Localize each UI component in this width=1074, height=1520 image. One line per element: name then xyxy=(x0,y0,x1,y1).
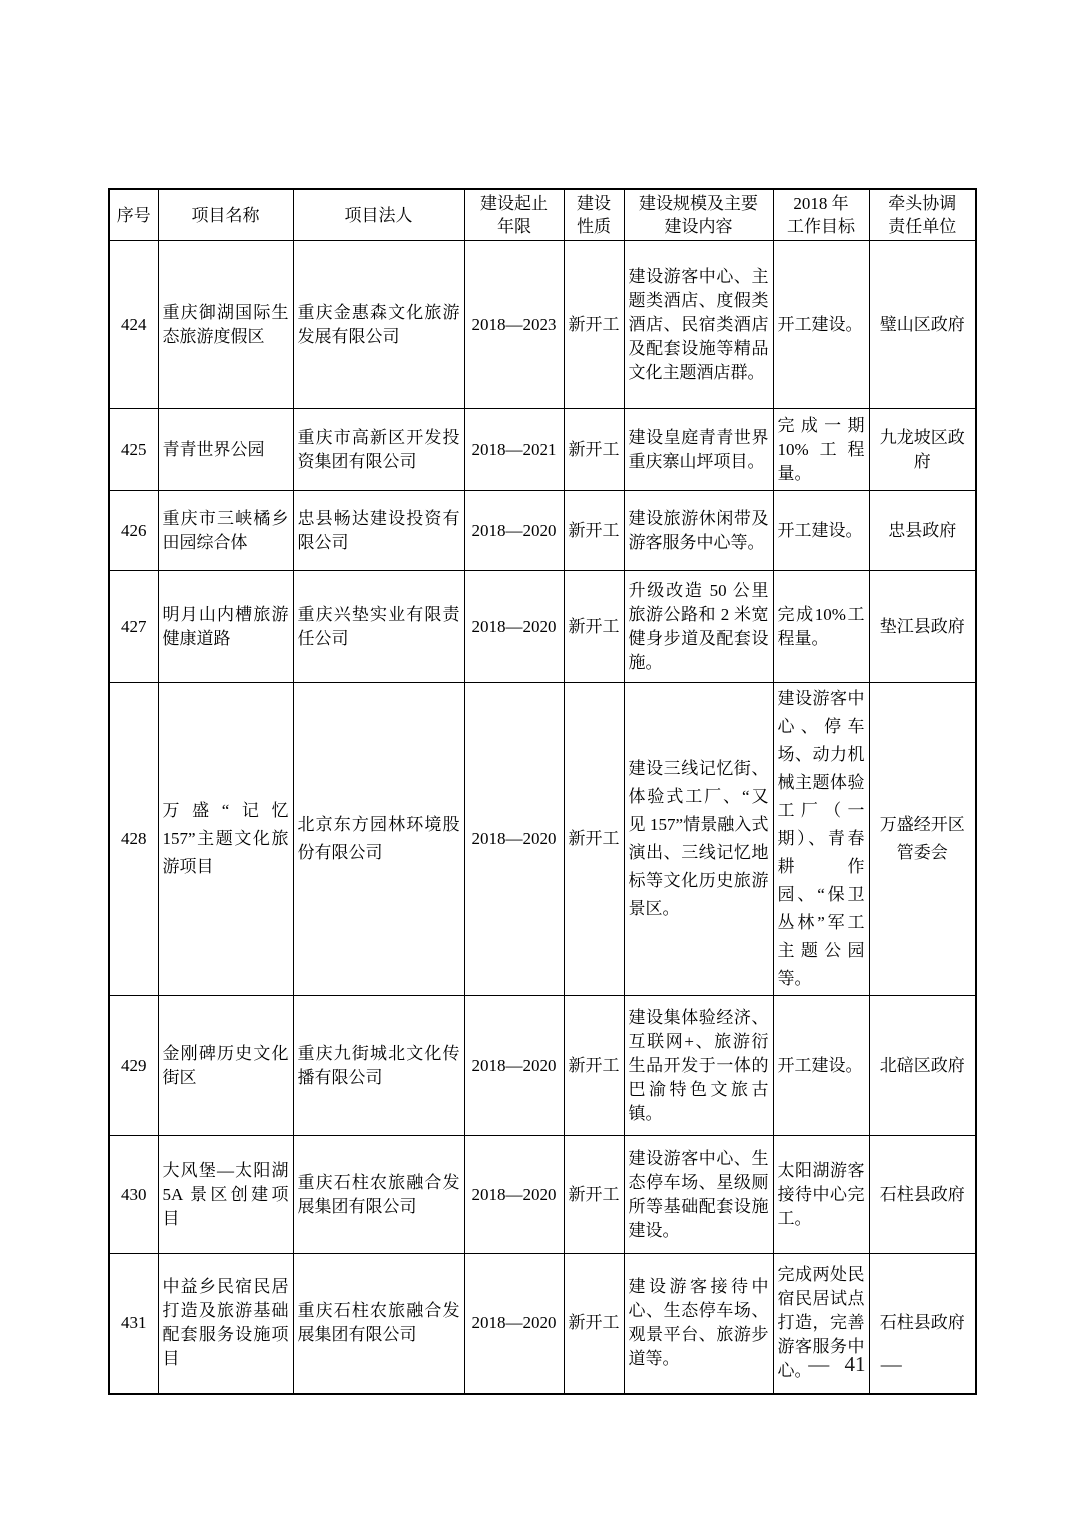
cell-project-name: 金刚碑历史文化街区 xyxy=(158,996,293,1136)
cell-project-name: 重庆御湖国际生态旅游度假区 xyxy=(158,241,293,409)
cell-2018-goal: 开工建设。 xyxy=(773,491,869,571)
cell-construction-nature: 新开工 xyxy=(564,683,624,996)
cell-serial-number: 427 xyxy=(109,571,158,683)
cell-legal-entity: 北京东方园林环境股份有限公司 xyxy=(293,683,464,996)
cell-serial-number: 425 xyxy=(109,409,158,491)
cell-construction-years: 2018—2020 xyxy=(464,571,564,683)
page-number: — 41 — xyxy=(808,1352,902,1376)
cell-responsible-unit: 璧山区政府 xyxy=(869,241,976,409)
cell-scale-content: 建设游客中心、生态停车场、星级厕所等基础配套设施建设。 xyxy=(624,1136,773,1254)
cell-2018-goal: 完成一期10%工程量。 xyxy=(773,409,869,491)
cell-legal-entity: 重庆金惠森文化旅游发展有限公司 xyxy=(293,241,464,409)
header-construction-years: 建设起止 年限 xyxy=(464,189,564,241)
header-responsible-unit: 牵头协调 责任单位 xyxy=(869,189,976,241)
cell-construction-nature: 新开工 xyxy=(564,1254,624,1394)
cell-legal-entity: 重庆九街城北文化传播有限公司 xyxy=(293,996,464,1136)
table-row xyxy=(109,491,976,571)
cell-project-name: 中益乡民宿民居打造及旅游基础配套服务设施项目 xyxy=(158,1254,293,1394)
table-header-row xyxy=(109,189,976,241)
cell-project-name: 明月山内槽旅游健康道路 xyxy=(158,571,293,683)
cell-responsible-unit: 石柱县政府 xyxy=(869,1136,976,1254)
cell-construction-nature: 新开工 xyxy=(564,571,624,683)
cell-construction-years: 2018—2020 xyxy=(464,1254,564,1394)
cell-construction-nature: 新开工 xyxy=(564,491,624,571)
cell-construction-nature: 新开工 xyxy=(564,241,624,409)
cell-responsible-unit: 万盛经开区管委会 xyxy=(869,683,976,996)
table-row xyxy=(109,996,976,1136)
cell-scale-content: 建设游客接待中心、生态停车场、观景平台、旅游步道等。 xyxy=(624,1254,773,1394)
cell-serial-number: 424 xyxy=(109,241,158,409)
cell-construction-nature: 新开工 xyxy=(564,1136,624,1254)
cell-2018-goal: 开工建设。 xyxy=(773,241,869,409)
header-legal-entity: 项目法人 xyxy=(293,189,464,241)
header-project-name: 项目名称 xyxy=(158,189,293,241)
cell-serial-number: 426 xyxy=(109,491,158,571)
cell-construction-years: 2018—2020 xyxy=(464,683,564,996)
cell-responsible-unit: 垫江县政府 xyxy=(869,571,976,683)
cell-serial-number: 431 xyxy=(109,1254,158,1394)
cell-project-name: 青青世界公园 xyxy=(158,409,293,491)
cell-project-name: 万盛“记忆 157”主题文化旅游项目 xyxy=(158,683,293,996)
cell-2018-goal: 开工建设。 xyxy=(773,996,869,1136)
cell-scale-content: 建设旅游休闲带及游客服务中心等。 xyxy=(624,491,773,571)
cell-2018-goal: 完成10%工程量。 xyxy=(773,571,869,683)
cell-serial-number: 430 xyxy=(109,1136,158,1254)
cell-scale-content: 建设游客中心、主题类酒店、度假类酒店、民宿类酒店及配套设施等精品文化主题酒店群。 xyxy=(624,241,773,409)
header-serial-number: 序号 xyxy=(109,189,158,241)
cell-legal-entity: 重庆石柱农旅融合发展集团有限公司 xyxy=(293,1254,464,1394)
cell-construction-years: 2018—2020 xyxy=(464,491,564,571)
cell-legal-entity: 忠县畅达建设投资有限公司 xyxy=(293,491,464,571)
cell-serial-number: 429 xyxy=(109,996,158,1136)
cell-construction-years: 2018—2021 xyxy=(464,409,564,491)
header-construction-nature: 建设 性质 xyxy=(564,189,624,241)
cell-project-name: 重庆市三峡橘乡田园综合体 xyxy=(158,491,293,571)
cell-scale-content: 升级改造 50 公里旅游公路和 2 米宽健身步道及配套设施。 xyxy=(624,571,773,683)
cell-legal-entity: 重庆兴垫实业有限责任公司 xyxy=(293,571,464,683)
cell-responsible-unit: 北碚区政府 xyxy=(869,996,976,1136)
cell-scale-content: 建设三线记忆街、体验式工厂、“又见 157”情景融入式演出、三线记忆地标等文化历史旅游景区。 xyxy=(624,683,773,996)
cell-responsible-unit: 九龙坡区政府 xyxy=(869,409,976,491)
cell-construction-years: 2018—2023 xyxy=(464,241,564,409)
table-row xyxy=(109,241,976,409)
cell-responsible-unit: 石柱县政府 xyxy=(869,1254,976,1394)
cell-scale-content: 建设皇庭青青世界重庆寨山坪项目。 xyxy=(624,409,773,491)
cell-serial-number: 428 xyxy=(109,683,158,996)
header-2018-goal: 2018 年 工作目标 xyxy=(773,189,869,241)
cell-construction-years: 2018—2020 xyxy=(464,1136,564,1254)
cell-scale-content: 建设集体验经济、互联网+、旅游衍生品开发于一体的巴渝特色文旅古镇。 xyxy=(624,996,773,1136)
cell-2018-goal: 太阳湖游客接待中心完工。 xyxy=(773,1136,869,1254)
cell-construction-nature: 新开工 xyxy=(564,409,624,491)
header-scale-content: 建设规模及主要 建设内容 xyxy=(624,189,773,241)
table-row xyxy=(109,683,976,996)
cell-construction-years: 2018—2020 xyxy=(464,996,564,1136)
table-row xyxy=(109,571,976,683)
cell-2018-goal: 完成两处民宿民居试点打造，完善游客服务中心。 xyxy=(773,1254,869,1394)
projects-table xyxy=(108,188,977,1395)
cell-responsible-unit: 忠县政府 xyxy=(869,491,976,571)
cell-legal-entity: 重庆石柱农旅融合发展集团有限公司 xyxy=(293,1136,464,1254)
cell-2018-goal: 建设游客中心、停车场、动力机械主题体验工厂（一期）、青春耕作园、“保卫丛林”军工主题公园等。 xyxy=(773,683,869,996)
cell-project-name: 大风堡—太阳湖 5A 景区创建项目 xyxy=(158,1136,293,1254)
table-row xyxy=(109,1136,976,1254)
table-row xyxy=(109,409,976,491)
cell-construction-nature: 新开工 xyxy=(564,996,624,1136)
cell-legal-entity: 重庆市高新区开发投资集团有限公司 xyxy=(293,409,464,491)
